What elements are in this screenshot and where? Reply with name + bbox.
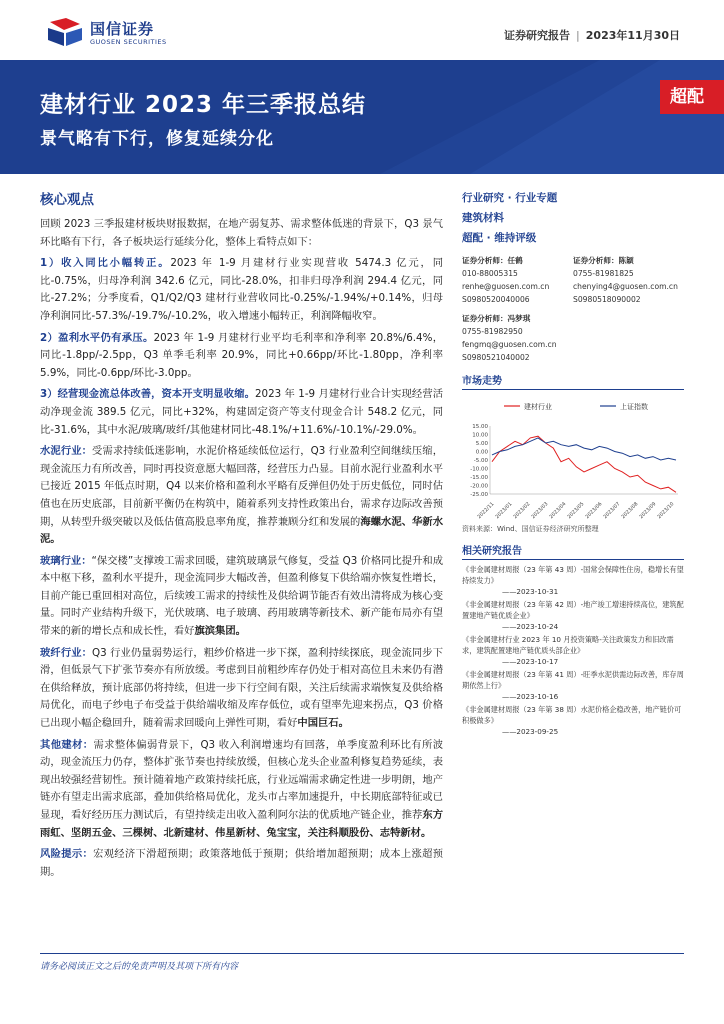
related-report-item[interactable]: [462, 669, 684, 702]
report-subtitle: 景气略有下行，修复延续分化: [40, 129, 274, 149]
meta-separator: |: [576, 29, 580, 42]
analyst-name: 证券分析师：陈颖: [573, 256, 634, 265]
analyst-email[interactable]: fengmq@guosen.com.cn: [462, 340, 557, 349]
report-meta: [504, 27, 680, 43]
logo-mark-icon: [46, 16, 84, 48]
point-1-body: 2023 年 1-9 月建材行业实现营收 5474.3 亿元，同比-0.75%，归母净利润 342.6 亿元，同比-28.0%，扣非归母净利润 294.4 亿元，同比-27.2%；分季度看，Q1/Q2/Q3 建材行业营收同比-0.25%/-1.94%/+0.14%，归母净利润同比-57.3%/-19.7%/-10.2%，收入增速小幅转正，利润降幅收窄。: [40, 257, 443, 322]
risk-paragraph: [40, 846, 443, 881]
other-picks: 东方雨虹、坚朗五金、三棵树、北新建材、伟星新材、兔宝宝，关注科顺股份、志特新材。: [40, 809, 444, 839]
report-type: 证券研究报告: [504, 29, 571, 42]
x-tick-label: 2023/02: [512, 501, 532, 521]
analyst-license: S0980521040002: [462, 353, 530, 362]
intro-paragraph: 回顾 2023 三季报建材板块财报数据，在地产弱复苏、需求整体低迷的背景下，Q3 景气环比略有下行，各子板块运行延续分化，整体上看特点如下：: [40, 218, 443, 248]
market-trend-title: 市场走势: [462, 372, 684, 390]
x-tick-label: 2023/04: [548, 501, 568, 521]
x-tick-label: 2023/05: [566, 501, 586, 521]
fiber-paragraph: [40, 645, 443, 733]
guosen-logo: [46, 16, 196, 50]
glass-body: “保交楼”支撑竣工需求回暖，建筑玻璃景气修复，受益 Q3 价格同比提升和成本中枢下移，盈利水平提升，现金流同步大幅改善，但盈利修复下供给端亦恢复性增长，目前产能已重回相对高位，后续竣工需求的持续性及供给调节能否有效出清将成为核心变量。同时产业结构升级下，光伏玻璃、电子玻璃、药用玻璃等新技术、新产能布局亦有望带来的新的增长点和成长性，看好: [40, 554, 444, 638]
point-2-head: 2）盈利水平仍有承压。: [40, 331, 154, 344]
point-2: [40, 330, 443, 383]
glass-head: 玻璃行业：: [40, 554, 92, 567]
fiber-picks: 中国巨石。: [297, 717, 349, 730]
analyst-phone: 0755-81982950: [462, 327, 523, 336]
other-paragraph: [40, 737, 443, 843]
y-tick-label: -5.00: [473, 458, 488, 464]
point-1: [40, 255, 443, 325]
related-report-date: ——2023-10-24: [502, 622, 559, 631]
related-report-date: ——2023-09-25: [502, 727, 559, 736]
y-tick-label: 0.00: [475, 449, 488, 456]
analyst-card: [462, 254, 573, 306]
point-3: [40, 386, 443, 439]
related-report-date: ——2023-10-17: [502, 657, 559, 666]
related-report-title: 《非金属建材行业 2023 年 10 月投资策略-关注政策发力和旧改需求，建筑配置建地产链优质头部企业》: [462, 635, 674, 655]
related-report-title: 《非金属建材周报（23 年第 42 周）-地产竣工增速持续高位，建筑配置建地产链优质企业》: [462, 600, 684, 620]
section-title: 核心观点: [40, 192, 94, 208]
footer-divider: [40, 953, 684, 954]
footer-disclaimer: 请务必阅读正文之后的免责声明及其项下所有内容: [40, 962, 239, 972]
legend-label: 建材行业: [524, 403, 552, 411]
fiber-body: Q3 行业仍量弱势运行，粗纱价格进一步下探，盈利持续探底，现金流同步下滑，但低景气下扩张节奏亦有所放缓。考虑到目前粗纱库存仍处于相对高位且未来仍有潜在供给释放，预计底部仍将持续，但进一步下行空间有限，关注后续需求端恢复及供给格局优化，而电子纱电子布受益于供给端收缩及库存低位，或有望率先迎来拐点，Q3 价格已出现小幅企稳回升，随着需求回暖向上弹性可期，看好: [40, 646, 444, 730]
related-report-item[interactable]: [462, 634, 684, 667]
x-tick-label: 2022/11: [476, 501, 496, 521]
related-report-item[interactable]: [462, 704, 684, 737]
x-tick-label: 2023/06: [584, 501, 604, 521]
cement-paragraph: [40, 443, 443, 549]
page-header: [0, 0, 724, 58]
title-banner: [0, 60, 724, 174]
sidebar: [462, 188, 684, 739]
report-date: 2023年11月30日: [585, 29, 680, 42]
analyst-card: [462, 312, 573, 364]
x-tick-label: 2023/03: [530, 501, 550, 521]
related-report-item[interactable]: [462, 564, 684, 597]
rating-badge: 超配: [660, 80, 724, 114]
y-tick-label: -15.00: [470, 475, 488, 481]
cement-picks: 海螺水泥、华新水泥。: [40, 515, 444, 546]
point-3-body: 2023 年 1-9 月建材行业合计实现经营活动净现金流 389.5 亿元，同比+32%，构建固定资产等支付现金合计 548.2 亿元，同比-31.6%，其中水泥/玻璃/玻纤/其他建材同比-48.1%/+11.6%/-10.1%/-29.0%。: [40, 388, 443, 436]
cement-body: 受需求持续低迷影响，水泥价格延续低位运行，Q3 行业盈利空间继续压缩，现金流压力有所改善，同时再投资意愿大幅回落，经营压力凸显。目前水泥行业盈利水平已接近 2015 年低点时期，Q4 以来价格和盈利水平略有反弹但仍处于历史低位，同时估值也在历史底部，目前新平衡仍在构筑中，随着系列支持性政策出台，需求存边际改善预期，从转型升级突破以及低估值高股息率角度，推荐兼顾分红和发展的: [40, 445, 444, 528]
analyst-email[interactable]: chenying4@guosen.com.cn: [573, 282, 678, 291]
point-2-body: 2023 年 1-9 月建材行业平均毛利率和净利率 20.8%/6.4%，同比-1.8pp/-2.5pp，Q3 单季毛利率 20.9%，同比+0.66pp/环比-1.80pp，净利率 5.9%，同比-0.6pp/环比-3.0pp。: [40, 331, 443, 379]
main-column: [40, 188, 443, 885]
analyst-name: 证券分析师：任鹤: [462, 256, 523, 265]
y-tick-label: 10.00: [472, 432, 488, 439]
analyst-phone: 010-88005315: [462, 269, 518, 278]
other-head: 其他建材：: [40, 738, 94, 751]
x-tick-label: 2023/09: [638, 501, 658, 521]
related-report-date: ——2023-10-31: [502, 587, 559, 596]
analyst-license: S0980520040006: [462, 295, 530, 304]
glass-picks: 旗滨集团。: [194, 625, 246, 638]
logo-text-en: GUOSEN SECURITIES: [90, 38, 167, 46]
glass-paragraph: [40, 553, 443, 641]
analysts-row-2: [462, 312, 684, 364]
sidebar-industry: 建筑材料: [462, 212, 504, 224]
y-tick-label: -10.00: [470, 466, 488, 473]
related-report-title: 《非金属建材周报（23 年第 38 周）水泥价格企稳改善，地产链价可积极做多》: [462, 705, 682, 725]
point-3-head: 3）经营现金流总体改善，资本开支明显收缩。: [40, 388, 255, 401]
x-tick-label: 2023/01: [494, 501, 514, 521]
analysts-row-1: [462, 254, 684, 306]
related-report-title: 《非金属建材周报（23 年第 41 周）-旺季水泥供需边际改善，库存周期依然上行》: [462, 670, 684, 690]
analyst-card: [573, 254, 684, 306]
analyst-name: 证券分析师：冯梦琪: [462, 314, 531, 323]
market-trend-chart: [462, 396, 684, 522]
x-tick-label: 2023/10: [656, 501, 676, 521]
risk-head: 风险提示：: [40, 848, 94, 861]
x-tick-label: 2023/08: [620, 501, 640, 521]
analyst-email[interactable]: renhe@guosen.com.cn: [462, 282, 550, 291]
x-tick-label: 2023/07: [602, 501, 622, 521]
risk-body: 宏观经济下滑超预期；政策落地低于预期；供给增加超预期；成本上涨超预期。: [40, 848, 444, 878]
related-reports-title: 相关研究报告: [462, 542, 684, 560]
series-line-shanghai-index: [492, 438, 676, 460]
logo-text-cn: 国信证券: [90, 20, 155, 38]
trend-chart-svg: [462, 396, 684, 522]
sidebar-category: 行业研究 · 行业专题: [462, 192, 558, 204]
analyst-phone: 0755-81981825: [573, 269, 634, 278]
report-title: 建材行业 2023 年三季报总结: [40, 92, 367, 118]
series-line-building-materials: [492, 436, 676, 492]
related-report-title: 《非金属建材周报（23 年第 43 周）-国常会保障性住房，稳增长有望持续发力》: [462, 565, 684, 585]
sidebar-rating: 超配 · 维持评级: [462, 232, 537, 244]
related-report-item[interactable]: [462, 599, 684, 632]
chart-source: 资料来源：Wind、国信证券经济研究所整理: [462, 525, 599, 533]
y-tick-label: -25.00: [470, 492, 488, 498]
cement-head: 水泥行业：: [40, 445, 93, 458]
y-tick-label: 15.00: [472, 424, 488, 430]
related-report-date: ——2023-10-16: [502, 692, 559, 701]
y-tick-label: -20.00: [470, 483, 488, 490]
point-1-head: 1）收入同比小幅转正。: [40, 257, 171, 270]
fiber-head: 玻纤行业：: [40, 646, 93, 659]
related-reports-list: [462, 564, 684, 737]
analyst-license: S0980518090002: [573, 295, 641, 304]
y-tick-label: 5.00: [475, 441, 488, 447]
other-body: 需求整体偏弱背景下，Q3 收入利润增速均有回落，单季度盈利环比有所波动，现金流压力仍存，整体扩张节奏也持续放缓，但核心龙头企业盈利修复趋势延续，表现出较强经营韧性。预计随着地产政策持续托底，行业远端需求确定性进一步明朗，地产链亦有望走出需求底部，叠加供给格局优化，龙头市占率加速提升，中长期底部特征或已显现，看好经历压力测试后，有望持续走出收入盈利阿尔法的优质地产链企业，推荐: [40, 738, 443, 821]
legend-label: 上证指数: [620, 403, 648, 411]
